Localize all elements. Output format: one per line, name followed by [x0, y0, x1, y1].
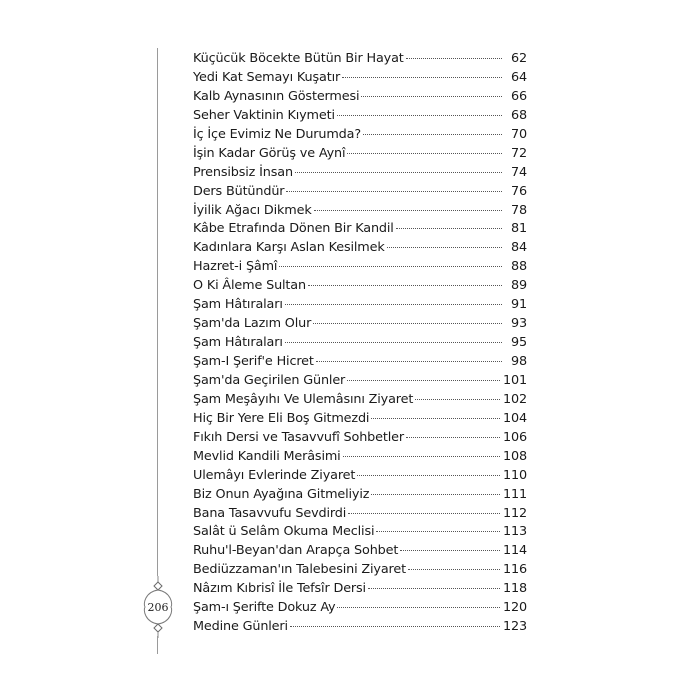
toc-entry — [193, 297, 527, 316]
dot-leader — [285, 342, 502, 343]
toc-entry — [193, 430, 527, 449]
toc-entry — [193, 600, 527, 619]
toc-entry-page: 66 — [511, 88, 527, 104]
toc-entry-page: 88 — [511, 259, 527, 275]
toc-entry — [193, 354, 527, 373]
toc-entry-page: 108 — [503, 448, 527, 464]
toc-entry-title: Nâzım Kıbrisî İle Tefsîr Dersi — [193, 581, 366, 597]
dot-leader — [406, 58, 502, 59]
dot-leader — [357, 475, 500, 476]
toc-entry-title: Kadınlara Karşı Aslan Kesilmek — [193, 240, 385, 256]
toc-entry-page: 112 — [503, 505, 527, 521]
toc-entry-page: 118 — [503, 581, 527, 597]
toc-entry-title: Ruhu'l-Beyan'dan Arapça Sohbet — [193, 543, 399, 559]
toc-entry-page: 62 — [511, 51, 527, 66]
toc-entry-title: Şam Hâtıraları — [193, 297, 283, 313]
dot-leader — [286, 191, 502, 192]
toc-entry-title: İşin Kadar Görüş ve Aynî — [193, 145, 346, 161]
dot-leader — [347, 153, 502, 154]
toc-entry-title: Salât ü Selâm Okuma Meclisi — [193, 524, 375, 540]
toc-entry-title: Hiç Bir Yere Eli Boş Gitmezdi — [193, 410, 370, 426]
dot-leader — [347, 380, 500, 381]
toc-entry-title: Şam Hâtıraları — [193, 335, 283, 351]
toc-entry-page: 106 — [503, 429, 527, 445]
table-of-contents — [193, 51, 527, 638]
dot-leader — [361, 96, 502, 97]
toc-entry — [193, 506, 527, 525]
toc-entry-page: 78 — [511, 202, 527, 218]
dot-leader — [343, 456, 500, 457]
dot-leader — [371, 418, 500, 419]
toc-entry — [193, 449, 527, 468]
toc-entry — [193, 524, 527, 543]
dot-leader — [313, 323, 502, 324]
toc-entry-page: 91 — [511, 297, 527, 313]
toc-entry — [193, 221, 527, 240]
toc-entry-page: 93 — [511, 316, 527, 332]
toc-entry-page: 104 — [503, 410, 527, 426]
toc-entry-page: 72 — [511, 145, 527, 161]
toc-entry — [193, 392, 527, 411]
toc-entry-title: Prensibsiz İnsan — [193, 164, 293, 180]
dot-leader — [376, 531, 500, 532]
dot-leader — [408, 569, 500, 570]
dot-leader — [337, 115, 502, 116]
toc-entry — [193, 127, 527, 146]
toc-entry-title: Mevlid Kandili Merâsimi — [193, 448, 341, 464]
toc-entry — [193, 619, 527, 638]
dot-leader — [290, 626, 500, 627]
dot-leader — [371, 494, 500, 495]
toc-entry — [193, 146, 527, 165]
toc-entry-page: 123 — [503, 619, 527, 635]
toc-entry-title: Şam'da Geçirilen Günler — [193, 372, 346, 388]
toc-entry-page: 84 — [511, 240, 527, 256]
toc-entry — [193, 70, 527, 89]
toc-entry-page: 74 — [511, 164, 527, 180]
toc-entry-title: O Ki Âleme Sultan — [193, 278, 306, 294]
toc-entry-page: 95 — [511, 335, 527, 351]
toc-entry-page: 114 — [503, 543, 527, 559]
dot-leader — [285, 304, 502, 305]
toc-entry-title: Kâbe Etrafında Dönen Bir Kandil — [193, 221, 394, 237]
toc-entry-page: 98 — [511, 354, 527, 369]
dot-leader — [279, 266, 502, 267]
dot-leader — [337, 607, 500, 608]
toc-entry-page: 101 — [503, 372, 527, 388]
toc-entry — [193, 335, 527, 354]
margin-rule — [157, 48, 158, 576]
toc-entry-page: 102 — [503, 391, 527, 407]
toc-entry — [193, 203, 527, 222]
toc-entry-title: Bediüzzaman'ın Talebesini Ziyaret — [193, 562, 406, 578]
toc-entry-page: 111 — [503, 486, 527, 502]
page-number: 206 — [147, 601, 169, 614]
toc-entry-page: 120 — [503, 600, 527, 616]
toc-entry-title: Yedi Kat Semayı Kuşatır — [193, 69, 341, 85]
dot-leader — [406, 437, 500, 438]
toc-entry-page: 68 — [511, 107, 527, 123]
dot-leader — [314, 210, 502, 211]
toc-entry-title: İyilik Ağacı Dikmek — [193, 202, 312, 218]
toc-entry-page: 89 — [511, 278, 527, 294]
dot-leader — [308, 285, 502, 286]
toc-entry-title: Ders Bütündür — [193, 183, 285, 199]
toc-entry-title: Kalb Aynasının Göstermesi — [193, 88, 360, 104]
dot-leader — [363, 134, 502, 135]
toc-entry-title: Medine Günleri — [193, 619, 288, 635]
toc-entry-page: 113 — [503, 524, 527, 540]
toc-entry — [193, 373, 527, 392]
dot-leader — [400, 550, 500, 551]
toc-entry-page: 116 — [503, 562, 527, 578]
toc-entry — [193, 259, 527, 278]
toc-entry — [193, 278, 527, 297]
toc-entry-title: Bana Tasavvufu Sevdirdi — [193, 505, 347, 521]
toc-entry — [193, 240, 527, 259]
dot-leader — [295, 172, 502, 173]
toc-entry-title: Ulemâyı Evlerinde Ziyaret — [193, 467, 356, 483]
toc-entry — [193, 487, 527, 506]
toc-entry-title: Fıkıh Dersi ve Tasavvufî Sohbetler — [193, 429, 404, 445]
toc-entry — [193, 51, 527, 70]
toc-entry-page: 70 — [511, 126, 527, 142]
toc-entry — [193, 165, 527, 184]
toc-entry — [193, 316, 527, 335]
toc-entry-page: 76 — [511, 183, 527, 199]
toc-entry-page: 64 — [511, 69, 527, 85]
toc-entry-title: Biz Onun Ayağına Gitmeliyiz — [193, 486, 370, 502]
toc-entry-title: Küçücük Böcekte Bütün Bir Hayat — [193, 51, 404, 66]
dot-leader — [342, 77, 502, 78]
toc-entry — [193, 468, 527, 487]
dot-leader — [368, 588, 500, 589]
toc-entry-title: Seher Vaktinin Kıymeti — [193, 107, 335, 123]
toc-entry — [193, 543, 527, 562]
dot-leader — [387, 247, 502, 248]
dot-leader — [348, 513, 500, 514]
toc-entry — [193, 581, 527, 600]
toc-entry-title: Hazret-i Şâmî — [193, 259, 278, 275]
toc-entry — [193, 562, 527, 581]
dot-leader — [396, 228, 502, 229]
toc-entry-title: Şam-ı Şerifte Dokuz Ay — [193, 600, 336, 616]
margin-rule-bottom — [157, 636, 158, 654]
toc-entry-page: 81 — [511, 221, 527, 237]
dot-leader — [415, 399, 500, 400]
toc-entry — [193, 411, 527, 430]
toc-entry-title: İç İçe Evimiz Ne Durumda? — [193, 126, 361, 142]
toc-entry-page: 110 — [503, 467, 527, 483]
toc-entry-title: Şam-I Şerif'e Hicret — [193, 354, 314, 369]
toc-entry-title: Şam'da Lazım Olur — [193, 316, 312, 332]
dot-leader — [316, 361, 502, 362]
toc-entry — [193, 89, 527, 108]
toc-entry-title: Şam Meşâyıhı Ve Ulemâsını Ziyaret — [193, 391, 414, 407]
toc-entry — [193, 184, 527, 203]
toc-entry — [193, 108, 527, 127]
